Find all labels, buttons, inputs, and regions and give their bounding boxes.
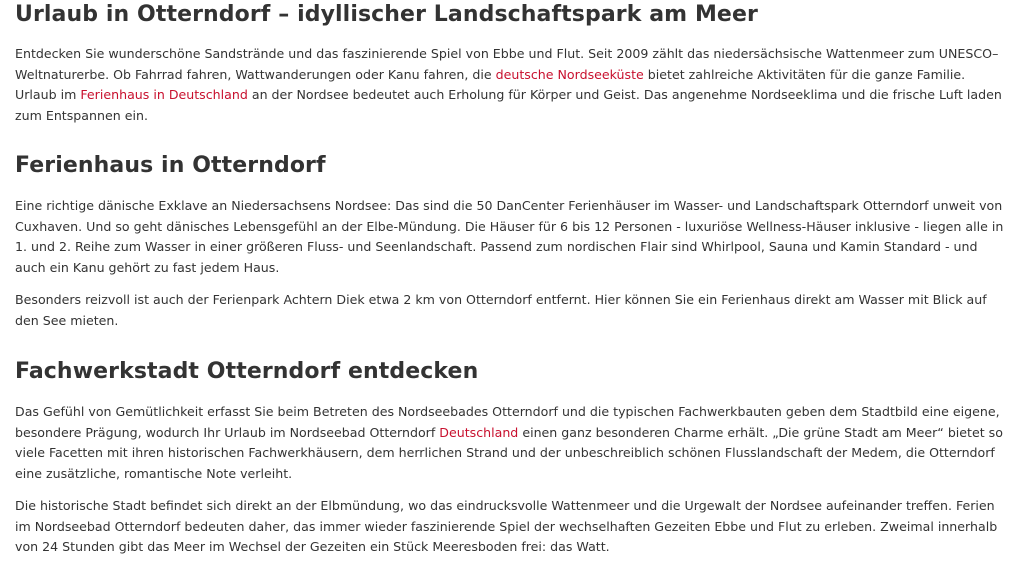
paragraph-text: Entdecken Sie wunderschöne Sandstrände und das faszinierende Spiel von Ebbe und Flut. Seit 2009 zählt das niedersächsische Wattenmeer zum UNESCO–Weltnaturerbe. Ob Fahrrad fahren, Wattwanderungen oder Kanu fahren, die [15,46,999,82]
section-heading-urlaub: Urlaub in Otterndorf – idyllischer Landschaftspark am Meer [15,2,758,27]
paragraph-text: Das Gefühl von Gemütlichkeit erfasst Sie beim Betreten des Nordseebades Otterndorf und die typischen Fachwerkbauten geben dem Stadtbild eine eigene, besondere Prägung, wodurch Ihr Urlaub im Nordseebad Otterndorf [15,404,1000,440]
section-paragraph-urlaub [15,44,1010,126]
section-paragraph-fachwerkstadt-1 [15,402,1010,484]
link-deutschland[interactable]: Deutschland [439,424,519,440]
section-paragraph-ferienhaus-2: Besonders reizvoll ist auch der Ferienpark Achtern Diek etwa 2 km von Otterndorf entfernt. Hier können Sie ein Ferienhaus direkt am Wasser mit Blick auf den See mieten. [15,292,987,328]
section-paragraph-fachwerkstadt-2: Die historische Stadt befindet sich direkt an der Elbmündung, wo das eindrucksvolle Wattenmeer und die Urgewalt der Nordsee aufeinander treffen. Ferien im Nordseebad Otterndorf bedeuten daher, das immer wieder faszinierende Spiel der wechselhaften Gezeiten Ebbe und Flut zu erleben. Zweimal innerhalb von 24 Stunden gibt das Meer im Wechsel der Gezeiten ein Stück Meeresboden frei: das Watt. [15,498,998,555]
link-deutsche-nordseekueste[interactable]: deutsche Nordseeküste [495,66,644,82]
paragraph-text: bietet zahlreiche Aktivitäten für die ganze Familie. Urlaub im [15,66,966,103]
paragraph-text: einen ganz besonderen Charme erhält. „Die grüne Stadt am Meer“ bietet so viele Facetten mit ihren historischen Fachwerkhäusern, dem herrlichen Strand und der unbeschreiblich schönen Flusslandschaft der Medem, die Otterndorf eine zusätzliche, romantische Note verleiht. [15,424,1003,481]
link-ferienhaus-in-deutschland[interactable]: Ferienhaus in Deutschland [80,87,248,103]
section-heading-ferienhaus: Ferienhaus in Otterndorf [15,153,326,178]
section-heading-fachwerkstadt: Fachwerkstadt Otterndorf entdecken [15,359,479,384]
paragraph-text: an der Nordsee bedeutet auch Erholung für Körper und Geist. Das angenehme Nordseeklima und die frische Luft laden zum Entspannen ein. [15,87,1002,123]
section-paragraph-ferienhaus-1: Eine richtige dänische Exklave an Niedersachsens Nordsee: Das sind die 50 DanCenter Ferienhäuser im Wasser- und Landschaftspark Otterndorf unweit von Cuxhaven. Und so geht dänisches Lebensgefühl an der Elbe-Mündung. Die Häuser für 6 bis 12 Personen - luxuriöse Wellness-Häuser inklusive - liegen alle in 1. und 2. Reihe zum Wasser in einer größeren Fluss- und Seenlandschaft. Passend zum nordischen Flair sind Whirlpool, Sauna und Kamin Standard - und auch ein Kanu gehört zu fast jedem Haus. [15,198,1004,275]
